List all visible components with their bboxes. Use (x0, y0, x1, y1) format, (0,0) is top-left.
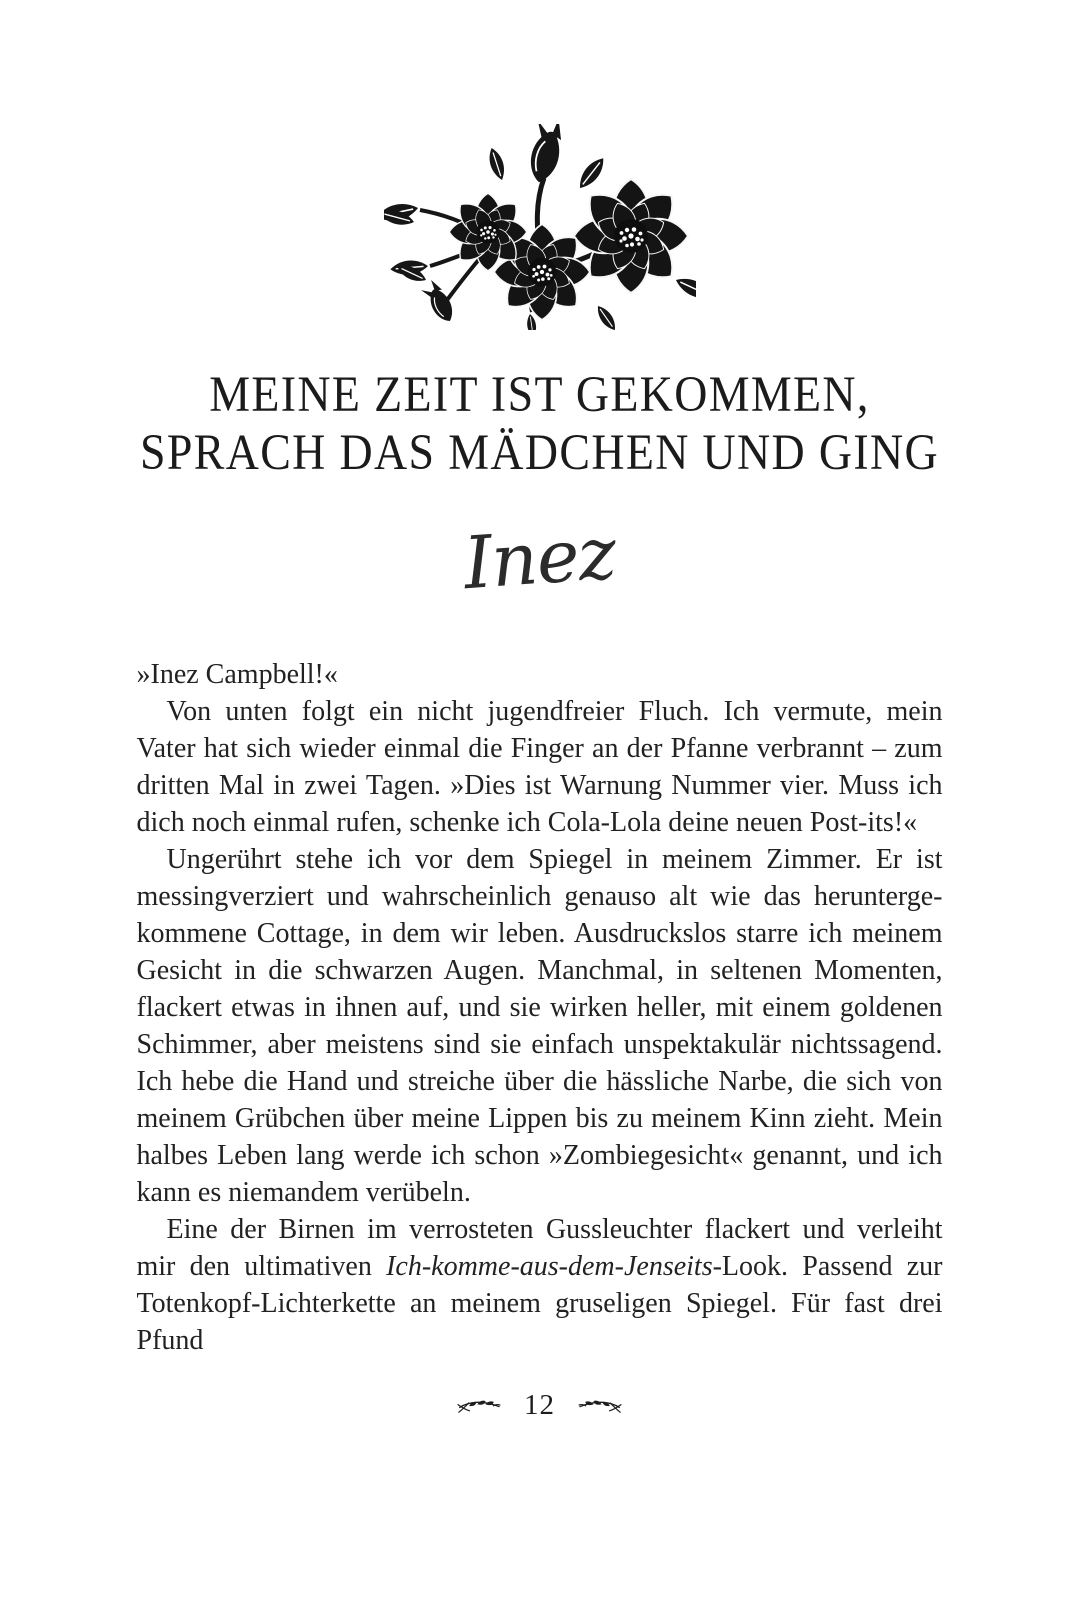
leaf-sprig-right-icon (577, 1397, 623, 1415)
text-segment: Von unten folgt ein nicht jugendfreier Fluch. Ich vermute, mein Vater hat sich wieder einmal die Finger an der Pfanne verbrannt – zum dritten Mal in zwei Tagen. »Dies ist Warnung Nummer vier. Muss ich dich noch einmal rufen, schenke ich Cola-Lola deine neuen Post-its!« (136, 696, 943, 838)
paragraph (137, 693, 943, 841)
leaf-sprig-left-icon (456, 1397, 502, 1415)
text-segment: Ungerührt stehe ich vor dem Spiegel in meinem Zimmer. Er ist messingverziert und wahrscheinlich genauso alt wie das heruntergekommene Cottage, in dem wir leben. Ausdruckslos starre ich meinem Gesicht in die schwarzen Augen. Manchmal, in seltenen Momenten, flackert etwas in ihnen auf, und sie wirken heller, mit einem goldenen Schimmer, aber meistens sind sie einfach unspektakulär nichtssagend. Ich hebe die Hand und streiche über die hässliche Narbe, die sich von meinem Grübchen über meine Lippen bis zu meinem Kinn zieht. Mein halbes Leben lang werde ich schon »Zombiegesicht« genannt, und ich kann es niemandem verübeln. (136, 844, 943, 1208)
chapter-title-line-1: MEINE ZEIT IST GEKOMMEN, (209, 367, 870, 423)
paragraph (137, 1211, 943, 1359)
paragraph (137, 656, 943, 693)
flower-cluster-ornament-icon (384, 124, 696, 330)
text-segment: -Look. Passend zur Totenkopf-Lichterkette an meinem gruseligen Spiegel. Für fast drei Pfund (136, 1251, 943, 1356)
pov-name: Inez (461, 510, 618, 606)
chapter-title (54, 366, 1025, 482)
text-segment: Eine der Birnen im verrosteten Gussleuchter flackert und verleiht mir den ultimativen (136, 1214, 943, 1282)
italic-phrase: Ich-komme-aus-dem-Jenseits (386, 1251, 713, 1282)
body-text (137, 656, 943, 1359)
paragraph (137, 841, 943, 1211)
chapter-title-line-2: SPRACH DAS MÄDCHEN UND GING (139, 425, 939, 481)
text-segment: »Inez Campbell!« (136, 659, 338, 690)
page-footer (0, 1389, 1079, 1422)
header-ornament (0, 0, 1079, 330)
page-number: 12 (524, 1389, 555, 1421)
